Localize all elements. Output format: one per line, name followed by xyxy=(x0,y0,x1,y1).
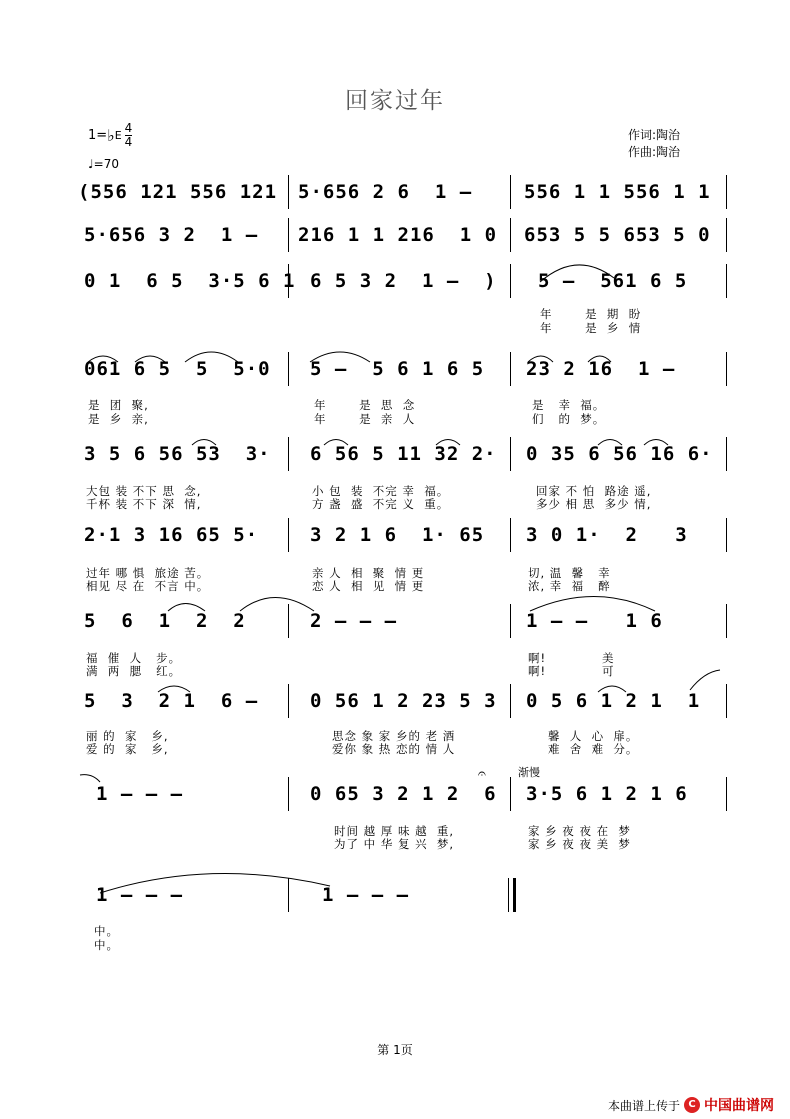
measure: 1 – – – xyxy=(322,884,410,906)
measure: 6 5 3 2 1 – ) xyxy=(310,270,497,292)
key-note: E xyxy=(114,129,122,142)
lyric-line: 思念 象 家 乡的 老 酒 xyxy=(332,729,456,743)
fermata-icon: 𝄐 xyxy=(478,766,486,782)
lyric-line: 年 是 期 盼 xyxy=(540,307,642,321)
measure: 216 1 1 216 1 0 xyxy=(298,224,498,246)
lyric-line: 难 舍 难 分。 xyxy=(548,742,639,756)
slur xyxy=(528,356,553,362)
lyric-line: 啊! 美 xyxy=(528,651,615,665)
lyric-line: 大包 装 不下 思 念, xyxy=(86,484,202,498)
lyric-line: 回家 不 怕 路途 遥, xyxy=(536,484,652,498)
composer: 作曲:陶治 xyxy=(628,145,681,159)
source-credit xyxy=(608,1095,774,1115)
lyricist: 作词:陶治 xyxy=(628,128,681,142)
slur xyxy=(158,686,190,692)
measure: 6 56 5 11 32 2· xyxy=(310,443,497,465)
measure: (556 121 556 121 xyxy=(78,181,278,203)
measure: 3·5 6 1 2 1 6 xyxy=(526,783,688,805)
slur xyxy=(324,440,348,446)
lyric-line: 福 催 人 步。 xyxy=(86,651,182,665)
measure: 3 0 1· 2 3 xyxy=(526,524,688,546)
lyric-line: 恋 人 相 见 情 更 xyxy=(312,579,425,593)
measure: 3 2 1 6 1· 65 xyxy=(310,524,485,546)
site-logo-icon: C xyxy=(684,1097,700,1113)
slur xyxy=(168,604,205,612)
lyric-line: 丽 的 家 乡, xyxy=(86,729,169,743)
lyric-line: 时间 越 厚 味 越 重, xyxy=(334,824,455,838)
site-brand: 中国曲谱网 xyxy=(704,1098,774,1114)
lyric-line: 爱 的 家 乡, xyxy=(86,742,169,756)
time-denominator: 4 xyxy=(124,135,133,149)
measure: 5 – 5 6 1 6 5 xyxy=(310,358,485,380)
measure: 5·656 2 6 1 – xyxy=(298,181,473,203)
lyric-line: 切, 温 馨 幸 xyxy=(528,566,611,580)
lyric-line: 浓, 幸 福 醉 xyxy=(528,579,611,593)
slur xyxy=(530,597,655,612)
measure: 061 6 5 5 5·0 xyxy=(84,358,271,380)
slur xyxy=(192,440,216,446)
slur xyxy=(135,356,165,362)
slur xyxy=(598,440,622,446)
measure: 23 2 16 1 – xyxy=(526,358,676,380)
upload-text: 本曲谱上传于 xyxy=(607,1098,680,1113)
lyric-line: 亲 人 相 聚 情 更 xyxy=(312,566,425,580)
lyric-line: 为了 中 华 复 兴 梦, xyxy=(334,837,455,851)
measure: 1 – – 1 6 xyxy=(526,610,663,632)
quarter-note-icon: ♩ xyxy=(88,157,94,171)
lyric-line: 方 盏 盛 不完 义 重。 xyxy=(312,497,450,511)
measure: 0 65 3 2 1 2 6 xyxy=(310,783,497,805)
measure: 2·1 3 16 65 5· xyxy=(84,524,259,546)
slur xyxy=(644,440,668,446)
ritardando-mark: 渐慢 xyxy=(518,766,540,779)
key-prefix: 1= xyxy=(88,128,108,143)
lyric-line: 们 的 梦。 xyxy=(532,412,606,426)
lyric-line: 多少 相 思 多少 情, xyxy=(536,497,652,511)
time-numerator: 4 xyxy=(124,121,133,135)
measure: 1 – – – xyxy=(96,783,184,805)
lyric-line: 千杯 装 不下 深 情, xyxy=(86,497,202,511)
lyric-line: 是 乡 亲, xyxy=(88,412,149,426)
lyric-line: 小 包 装 不完 幸 福。 xyxy=(312,484,450,498)
slur xyxy=(185,352,238,362)
lyric-line: 是 幸 福。 xyxy=(532,398,606,412)
slur xyxy=(690,670,720,690)
measure: 1 – – – xyxy=(96,884,184,906)
score-title: 回家过年 xyxy=(345,88,445,114)
measure: 0 56 1 2 23 5 3 xyxy=(310,690,497,712)
lyric-line: 满 两 腮 红。 xyxy=(86,664,182,678)
lyric-line: 过年 哪 惧 旅途 苦。 xyxy=(86,566,210,580)
measure: 556 1 1 556 1 1 xyxy=(524,181,711,203)
slur xyxy=(588,356,611,362)
measure: 3 5 6 56 53 3· xyxy=(84,443,271,465)
lyric-line: 馨 人 心 扉。 xyxy=(548,729,639,743)
page-number: 第 1页 xyxy=(377,1043,413,1057)
lyric-line: 啊! 可 xyxy=(528,664,615,678)
slur xyxy=(598,686,626,692)
measure: 2 – – – xyxy=(310,610,398,632)
measure: 5 – 561 6 5 xyxy=(538,270,688,292)
measure: 0 1 6 5 3·5 6 1 xyxy=(84,270,296,292)
slur xyxy=(100,874,330,893)
slur xyxy=(540,265,614,282)
lyric-line: 爱你 象 热 恋的 情 人 xyxy=(332,742,456,756)
lyric-line: 年 是 亲 人 xyxy=(314,412,416,426)
lyric-line: 中。 xyxy=(94,938,119,952)
slur xyxy=(80,775,100,782)
measure: 0 5 6 1 2 1 1 xyxy=(526,690,701,712)
slur xyxy=(436,440,460,446)
measure: 5 3 2 1 6 – xyxy=(84,690,259,712)
measure: 0 35 6 56 16 6· xyxy=(526,443,713,465)
lyric-line: 是 团 聚, xyxy=(88,398,149,412)
measure: 5 6 1 2 2 xyxy=(84,610,246,632)
slur xyxy=(240,598,314,612)
flat-icon: ♭ xyxy=(107,126,115,145)
slur xyxy=(88,356,118,362)
lyric-line: 家 乡 夜 夜 美 梦 xyxy=(528,837,631,851)
lyric-line: 年 是 乡 情 xyxy=(540,321,642,335)
lyric-line: 家 乡 夜 夜 在 梦 xyxy=(528,824,631,838)
tempo-value: =70 xyxy=(93,157,119,171)
measure: 5·656 3 2 1 – xyxy=(84,224,259,246)
lyric-line: 相见 尽 在 不言 中。 xyxy=(86,579,210,593)
slur xyxy=(310,352,370,362)
lyric-line: 中。 xyxy=(94,924,119,938)
lyric-line: 年 是 思 念 xyxy=(314,398,416,412)
measure: 653 5 5 653 5 0 xyxy=(524,224,711,246)
